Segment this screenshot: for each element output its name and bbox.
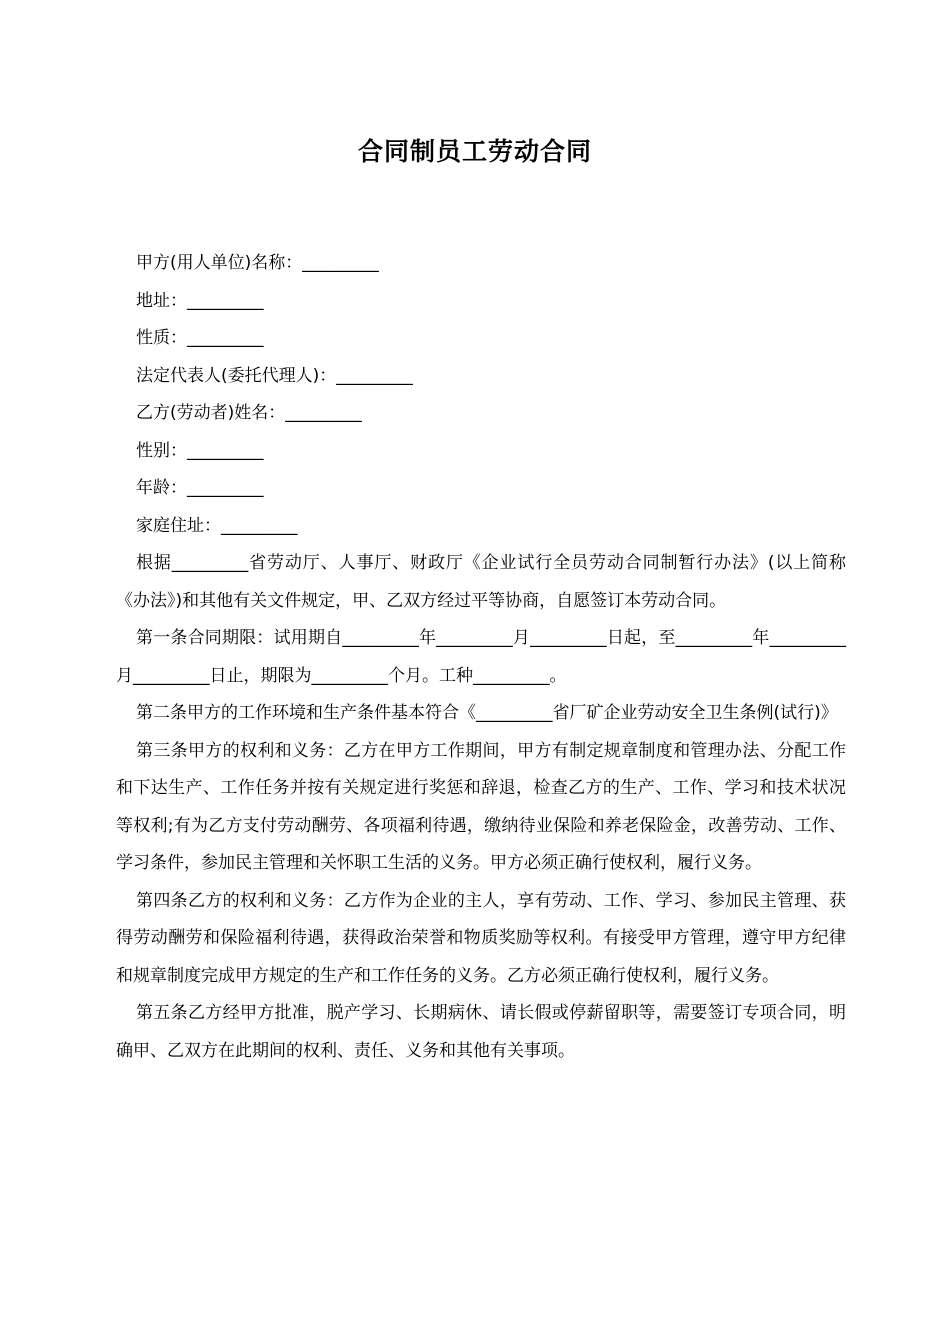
paragraph-article-1: 第一条合同期限：试用期自_________年_________月_________日起，至_________年_________月_________日止，期限为_________个月。工种_________。	[116, 628, 846, 686]
field-legal-representative: 法定代表人(委托代理人)：_________	[136, 365, 413, 386]
contract-body	[116, 545, 846, 1070]
paragraph-article-4: 第四条乙方的权利和义务：乙方作为企业的主人，享有劳动、工作、学习、参加民主管理、获得劳动酬劳和保险福利待遇，获得政治荣誉和物质奖励等权利。有接受甲方管理，遵守甲方纪律和规章制度完成甲方规定的生产和工作任务的义务。乙方必须正确行使权利，履行义务。	[116, 890, 846, 986]
party-info-fields	[136, 245, 856, 545]
paragraph-article-5: 第五条乙方经甲方批准，脱产学习、长期病休、请长假或停薪留职等，需要签订专项合同，明确甲、乙双方在此期间的权利、责任、义务和其他有关事项。	[116, 1003, 846, 1061]
paragraph-preamble: 根据_________省劳动厅、人事厅、财政厅《企业试行全员劳动合同制暂行办法》(以上简称《办法》)和其他有关文件规定，甲、乙双方经过平等协商，自愿签订本劳动合同。	[116, 553, 846, 611]
field-employee-name: 乙方(劳动者)姓名：_________	[136, 403, 362, 423]
field-age: 年龄：_________	[136, 478, 264, 498]
field-employer-name: 甲方(用人单位)名称：_________	[136, 253, 379, 273]
document-title: 合同制员工劳动合同	[357, 137, 592, 166]
paragraph-article-3: 第三条甲方的权利和义务：乙方在甲方工作期间，甲方有制定规章制度和管理办法、分配工作和下达生产、工作任务并按有关规定进行奖惩和辞退，检查乙方的生产、工作、学习和技术状况等权利;有为乙方支付劳动酬劳、各项福利待遇，缴纳待业保险和养老保险金，改善劳动、工作、学习条件，参加民主管理和关怀职工生活的义务。甲方必须正确行使权利，履行义务。	[116, 740, 846, 873]
field-home-address: 家庭住址：_________	[136, 515, 298, 536]
field-address: 地址：_________	[136, 290, 264, 311]
field-gender: 性别：_________	[136, 440, 264, 461]
field-nature: 性质：_________	[136, 328, 264, 348]
paragraph-article-2: 第二条甲方的工作环境和生产条件基本符合《_________省厂矿企业劳动安全卫生条例(试行)》	[136, 703, 838, 723]
